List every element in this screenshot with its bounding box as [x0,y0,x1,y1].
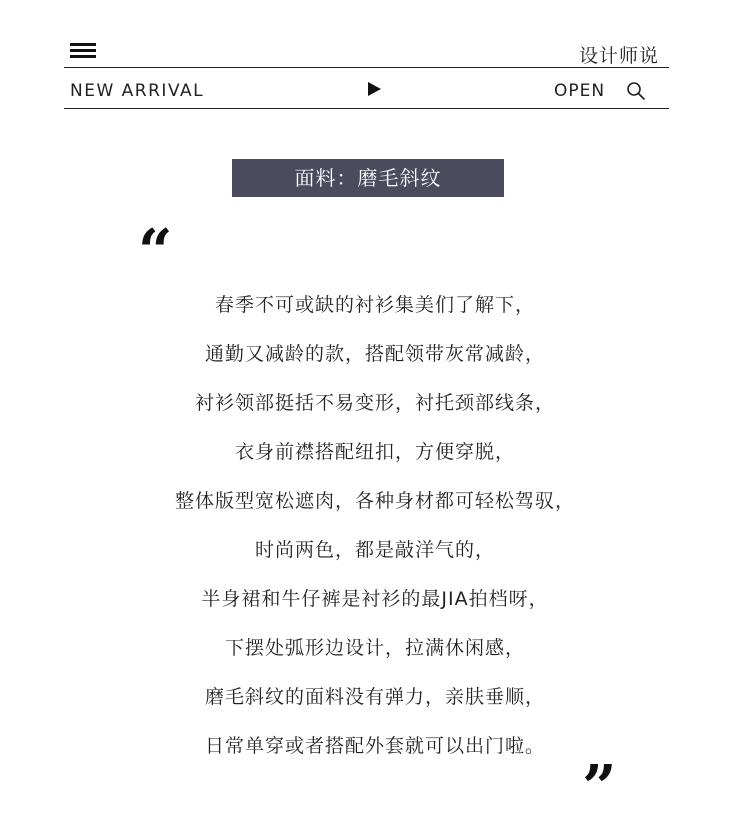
close-quote-mark: ” [582,753,617,823]
description-line: 半身裙和牛仔裤是衬衫的最JIA拍档呀， [201,588,549,610]
menu-bar [70,43,96,46]
description-line: 衣身前襟搭配纽扣，方便穿脱， [234,441,515,463]
product-description [0,284,750,774]
hamburger-menu-icon[interactable] [70,43,96,59]
menu-bar [70,55,96,58]
open-button[interactable]: OPEN [554,81,606,101]
description-line: 时尚两色，都是敲洋气的， [254,539,495,561]
description-line: 通勤又减龄的款，搭配领带灰常减龄， [204,343,545,365]
description-line: 磨毛斜纹的面料没有弹力，亲肤垂顺， [204,686,545,708]
nav-bar [64,68,669,108]
header-top-row [64,36,669,67]
new-arrival-link[interactable]: NEW ARRIVAL [70,81,205,101]
description-line: 日常单穿或者搭配外套就可以出门啦。 [204,735,545,757]
fabric-label: 面料：磨毛斜纹 [232,159,504,197]
header-divider-bottom [64,108,669,109]
top-header [64,36,669,101]
description-line: 整体版型宽松遮肉，各种身材都可轻松驾驭， [174,490,575,512]
open-quote-mark: “ [138,217,173,287]
play-icon[interactable] [368,82,381,96]
description-line: 下摆处弧形边设计，拉满休闲感， [224,637,525,659]
menu-bar [70,49,96,52]
description-line: 春季不可或缺的衬衫集美们了解下， [214,294,535,316]
designer-says-link[interactable]: 设计师说 [578,45,659,67]
search-icon[interactable] [626,81,646,101]
description-line: 衬衫领部挺括不易变形，衬托颈部线条， [194,392,555,414]
